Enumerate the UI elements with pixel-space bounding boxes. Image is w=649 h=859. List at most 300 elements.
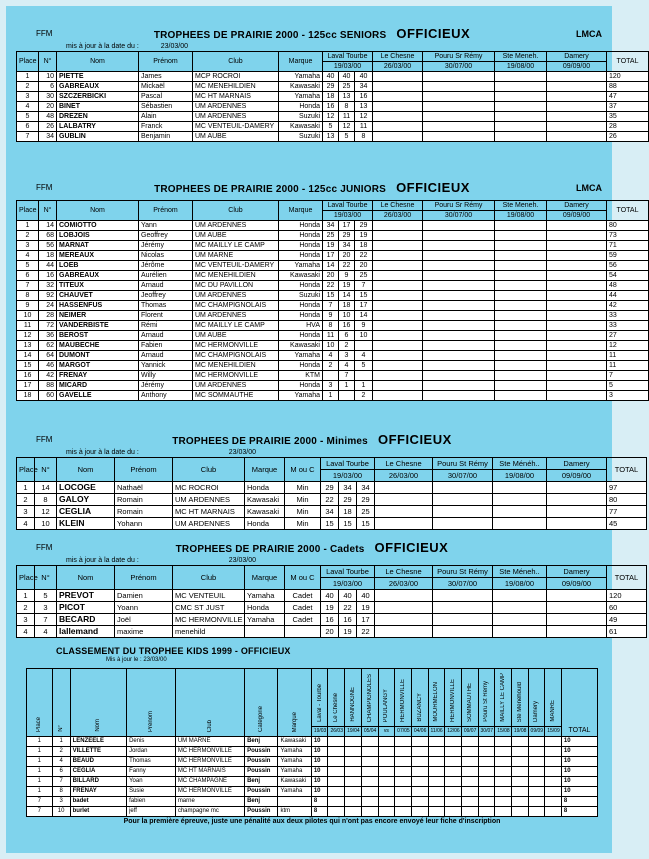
- score-cell: 10: [311, 747, 328, 757]
- empty-cell: [495, 271, 547, 281]
- score-cell: 25: [357, 506, 375, 518]
- total-cell: 10: [561, 747, 597, 757]
- empty-cell: [545, 777, 562, 787]
- place-cell: 7: [27, 807, 53, 817]
- empty-cell: [373, 281, 423, 291]
- place-cell: 6: [17, 122, 39, 132]
- empty-cell: [411, 757, 428, 767]
- race-date: 15/09: [545, 727, 562, 737]
- empty-cell: [511, 797, 528, 807]
- empty-cell: [461, 797, 478, 807]
- col-header: Le Chesne: [373, 201, 423, 211]
- empty-cell: [373, 351, 423, 361]
- rider-name: CHAUVET: [57, 291, 139, 301]
- empty-cell: [511, 777, 528, 787]
- brand-cell: Yamaha: [278, 767, 311, 777]
- empty-cell: [495, 231, 547, 241]
- col-header: Place: [17, 52, 39, 72]
- empty-cell: [361, 797, 378, 807]
- empty-cell: [511, 767, 528, 777]
- club-cell: MC HERMONVILLE: [175, 787, 244, 797]
- empty-cell: [547, 482, 607, 494]
- col-header: M ou C: [285, 566, 321, 590]
- club-cell: MC HERMONVILLE: [175, 757, 244, 767]
- brand-cell: Yamaha: [278, 757, 311, 767]
- rider-firstname: Denis: [127, 737, 176, 747]
- rider-name: badet: [70, 797, 126, 807]
- place-cell: 5: [17, 261, 39, 271]
- total-cell: 10: [561, 767, 597, 777]
- place-cell: 4: [17, 102, 39, 112]
- number-cell: 60: [39, 391, 57, 401]
- score-cell: 22: [339, 261, 355, 271]
- empty-cell: [361, 787, 378, 797]
- rider-name: BECARD: [57, 614, 115, 626]
- empty-cell: [395, 757, 412, 767]
- empty-cell: [461, 747, 478, 757]
- place-cell: 1: [17, 590, 35, 602]
- empty-cell: [373, 341, 423, 351]
- rider-firstname: Arnaud: [139, 351, 193, 361]
- number-cell: 3: [35, 602, 57, 614]
- place-cell: 13: [17, 341, 39, 351]
- table-row: [17, 482, 647, 494]
- score-cell: 20: [321, 626, 339, 638]
- race-date: 30/07: [478, 727, 495, 737]
- race-header: [528, 669, 545, 727]
- place-cell: 1: [27, 777, 53, 787]
- number-cell: 6: [39, 82, 57, 92]
- empty-cell: [478, 767, 495, 777]
- rider-name: LOCOGE: [57, 482, 115, 494]
- empty-cell: [461, 757, 478, 767]
- club-cell: MC VENTEUIL-DAMERY: [193, 122, 279, 132]
- place-cell: 2: [17, 602, 35, 614]
- club-cell: UM ARDENNES: [193, 221, 279, 231]
- race-date: 26/03/00: [375, 578, 433, 590]
- col-header-text: Catégorie: [258, 705, 265, 732]
- empty-cell: [411, 807, 428, 817]
- category-cell: Cadet: [285, 614, 321, 626]
- brand-cell: Yamaha: [245, 590, 285, 602]
- table-row: [17, 361, 649, 371]
- brand-cell: Kawasaki: [278, 777, 311, 787]
- score-cell: 22: [355, 251, 373, 261]
- club-cell: UM ARDENNES: [193, 311, 279, 321]
- col-header: Pouru St Rémy: [433, 566, 493, 578]
- empty-cell: [528, 807, 545, 817]
- number-cell: 48: [39, 112, 57, 122]
- table-row: [17, 311, 649, 321]
- race-date: 30/07/00: [423, 62, 495, 72]
- rider-firstname: jeff: [127, 807, 176, 817]
- empty-cell: [345, 767, 362, 777]
- score-cell: 19: [321, 602, 339, 614]
- score-cell: 15: [355, 291, 373, 301]
- total-cell: 44: [607, 291, 649, 301]
- score-cell: 22: [321, 494, 339, 506]
- score-cell: 40: [321, 590, 339, 602]
- rider-firstname: Franck: [139, 122, 193, 132]
- rider-name: BINET: [57, 102, 139, 112]
- number-cell: 62: [39, 341, 57, 351]
- empty-cell: [373, 331, 423, 341]
- place-cell: 15: [17, 361, 39, 371]
- col-header: Le Chesne: [375, 458, 433, 470]
- empty-cell: [547, 241, 607, 251]
- club-cell: MC MENEHILDIEN: [193, 361, 279, 371]
- race-header: [511, 669, 528, 727]
- empty-cell: [495, 341, 547, 351]
- number-cell: 72: [39, 321, 57, 331]
- race-date: 09/09/00: [547, 470, 607, 482]
- col-header: Damery: [547, 458, 607, 470]
- table-row: [17, 122, 649, 132]
- empty-cell: [428, 777, 445, 787]
- seniors-table: [16, 51, 649, 142]
- col-header: TOTAL: [607, 566, 647, 590]
- col-header: Pouru Sr Rémy: [423, 52, 495, 62]
- empty-cell: [495, 807, 512, 817]
- race-date: 30/07/00: [433, 578, 493, 590]
- category-cell: Poussin: [245, 807, 278, 817]
- empty-cell: [461, 787, 478, 797]
- rider-firstname: Jérôme: [139, 261, 193, 271]
- total-cell: 120: [607, 590, 647, 602]
- race-date: 19/03/00: [323, 62, 373, 72]
- number-cell: 64: [39, 351, 57, 361]
- number-cell: 3: [52, 797, 70, 807]
- number-cell: 44: [39, 261, 57, 271]
- place-cell: 3: [17, 92, 39, 102]
- table-row: [17, 291, 649, 301]
- empty-cell: [495, 371, 547, 381]
- total-cell: 71: [607, 241, 649, 251]
- empty-cell: [445, 747, 462, 757]
- col-header: Club: [173, 566, 245, 590]
- empty-cell: [328, 767, 345, 777]
- rider-name: BILLARD: [70, 777, 126, 787]
- score-cell: 34: [323, 221, 339, 231]
- empty-cell: [461, 737, 478, 747]
- rider-name: GABREAUX: [57, 82, 139, 92]
- table-row: [17, 102, 649, 112]
- table-row: [17, 92, 649, 102]
- empty-cell: [375, 518, 433, 530]
- table-row: [17, 494, 647, 506]
- empty-cell: [328, 777, 345, 787]
- empty-cell: [478, 797, 495, 807]
- col-header: Prénom: [139, 52, 193, 72]
- brand-cell: KTM: [279, 371, 323, 381]
- total-cell: 10: [561, 757, 597, 767]
- empty-cell: [373, 391, 423, 401]
- empty-cell: [361, 807, 378, 817]
- score-cell: 11: [339, 112, 355, 122]
- rider-name: MARGOT: [57, 361, 139, 371]
- empty-cell: [411, 737, 428, 747]
- score-cell: 15: [321, 518, 339, 530]
- number-cell: 46: [39, 361, 57, 371]
- table-row: [27, 787, 598, 797]
- rider-firstname: Alain: [139, 112, 193, 122]
- empty-cell: [423, 231, 495, 241]
- category-cell: Poussin: [245, 757, 278, 767]
- number-cell: 36: [39, 331, 57, 341]
- empty-cell: [328, 757, 345, 767]
- empty-cell: [373, 301, 423, 311]
- score-cell: 6: [339, 331, 355, 341]
- rider-firstname: James: [139, 72, 193, 82]
- total-cell: 10: [561, 737, 597, 747]
- race-date: 04/06: [411, 727, 428, 737]
- brand-cell: Suzuki: [279, 132, 323, 142]
- col-header: [70, 669, 126, 737]
- club-cell: UM MARNE: [193, 251, 279, 261]
- empty-cell: [495, 311, 547, 321]
- empty-cell: [547, 494, 607, 506]
- number-cell: 20: [39, 102, 57, 112]
- total-cell: 88: [607, 82, 649, 92]
- race-header-text: Damery: [533, 700, 540, 722]
- empty-cell: [361, 767, 378, 777]
- score-cell: 13: [339, 92, 355, 102]
- score-cell: 13: [355, 102, 373, 112]
- race-date: 26/03/00: [375, 470, 433, 482]
- empty-cell: [478, 777, 495, 787]
- race-date: 26/03: [328, 727, 345, 737]
- rider-firstname: Geoffrey: [139, 231, 193, 241]
- race-header: [495, 669, 512, 727]
- empty-cell: [495, 351, 547, 361]
- race-date: 19/08/00: [495, 62, 547, 72]
- minimes-table: [16, 457, 647, 530]
- empty-cell: [445, 777, 462, 787]
- rider-name: VILLETTE: [70, 747, 126, 757]
- rider-name: PICOT: [57, 602, 115, 614]
- rider-firstname: Mickaël: [139, 82, 193, 92]
- club-cell: MC ROCROI: [173, 482, 245, 494]
- score-cell: 14: [339, 291, 355, 301]
- brand-cell: Yamaha: [279, 261, 323, 271]
- col-header: Club: [173, 458, 245, 482]
- rider-firstname: Damien: [115, 590, 173, 602]
- cadets-table: [16, 565, 647, 638]
- empty-cell: [547, 301, 607, 311]
- total-cell: 37: [607, 102, 649, 112]
- empty-cell: [423, 92, 495, 102]
- number-cell: 88: [39, 381, 57, 391]
- number-cell: 56: [39, 241, 57, 251]
- brand-cell: Kawasaki: [279, 341, 323, 351]
- club-cell: UM AUBE: [193, 231, 279, 241]
- number-cell: 2: [52, 747, 70, 757]
- empty-cell: [545, 807, 562, 817]
- empty-cell: [423, 321, 495, 331]
- race-date: 09/09: [528, 727, 545, 737]
- empty-cell: [478, 807, 495, 817]
- place-cell: 7: [17, 281, 39, 291]
- score-cell: 40: [323, 72, 339, 82]
- rider-name: HASSENFUS: [57, 301, 139, 311]
- empty-cell: [328, 797, 345, 807]
- number-cell: 14: [35, 482, 57, 494]
- number-cell: 26: [39, 122, 57, 132]
- empty-cell: [495, 261, 547, 271]
- category-cell: Min: [285, 518, 321, 530]
- club-cell: UM ARDENNES: [193, 102, 279, 112]
- table-row: [17, 518, 647, 530]
- score-cell: 40: [357, 590, 375, 602]
- col-header-text: Marque: [291, 711, 298, 732]
- empty-cell: [547, 602, 607, 614]
- empty-cell: [373, 221, 423, 231]
- update-date-line: mis à jour à la date du : 23/03/00: [66, 449, 257, 456]
- score-cell: 29: [355, 221, 373, 231]
- rider-name: MICARD: [57, 381, 139, 391]
- total-cell: 5: [607, 381, 649, 391]
- ffm-label: FFM: [36, 29, 53, 38]
- empty-cell: [345, 757, 362, 767]
- empty-cell: [428, 807, 445, 817]
- total-cell: 56: [607, 261, 649, 271]
- empty-cell: [423, 132, 495, 142]
- race-date: 07/05: [395, 727, 412, 737]
- place-cell: 6: [17, 271, 39, 281]
- table-row: [17, 381, 649, 391]
- number-cell: 34: [39, 132, 57, 142]
- table-row: [17, 301, 649, 311]
- col-header: Pouru St Rémy: [433, 458, 493, 470]
- col-header: Laval Tourbe: [323, 52, 373, 62]
- score-cell: 18: [355, 241, 373, 251]
- score-cell: 18: [339, 301, 355, 311]
- col-header: Le Chesne: [373, 52, 423, 62]
- race-header: [545, 669, 562, 727]
- rider-firstname: Thomas: [127, 757, 176, 767]
- table-row: [27, 757, 598, 767]
- total-cell: 33: [607, 311, 649, 321]
- table-row: [27, 797, 598, 807]
- rider-firstname: Joël: [115, 614, 173, 626]
- empty-cell: [547, 82, 607, 92]
- empty-cell: [495, 737, 512, 747]
- number-cell: 42: [39, 371, 57, 381]
- rider-name: FRENAY: [70, 787, 126, 797]
- club-cell: MCP ROCROI: [193, 72, 279, 82]
- col-header: Prénom: [115, 458, 173, 482]
- table-row: [17, 251, 649, 261]
- empty-cell: [545, 757, 562, 767]
- empty-cell: [495, 787, 512, 797]
- race-date: vs: [378, 727, 395, 737]
- empty-cell: [423, 261, 495, 271]
- empty-cell: [547, 291, 607, 301]
- juniors-section: [16, 180, 639, 401]
- empty-cell: [445, 787, 462, 797]
- club-cell: MC HT MARNAIS: [193, 92, 279, 102]
- table-row: [17, 132, 649, 142]
- table-row: [17, 241, 649, 251]
- number-cell: 32: [39, 281, 57, 291]
- empty-cell: [423, 82, 495, 92]
- col-header: Ste Méneh..: [493, 566, 547, 578]
- empty-cell: [361, 777, 378, 787]
- race-date: 19/03/00: [321, 470, 375, 482]
- score-cell: 10: [311, 737, 328, 747]
- race-header: [378, 669, 395, 727]
- empty-cell: [433, 494, 493, 506]
- empty-cell: [423, 341, 495, 351]
- number-cell: 4: [35, 626, 57, 638]
- empty-cell: [495, 102, 547, 112]
- place-cell: 16: [17, 371, 39, 381]
- race-date: 19/04: [345, 727, 362, 737]
- score-cell: 19: [339, 281, 355, 291]
- place-cell: 3: [17, 614, 35, 626]
- lmca-label: LMCA: [576, 183, 602, 193]
- place-cell: 7: [27, 797, 53, 807]
- place-cell: 1: [27, 787, 53, 797]
- empty-cell: [445, 807, 462, 817]
- empty-cell: [378, 797, 395, 807]
- rider-firstname: Yann: [139, 221, 193, 231]
- score-cell: 20: [355, 261, 373, 271]
- place-cell: 2: [17, 82, 39, 92]
- col-header: Club: [193, 52, 279, 72]
- empty-cell: [423, 311, 495, 321]
- rider-firstname: Yannick: [139, 361, 193, 371]
- empty-cell: [495, 331, 547, 341]
- club-cell: MC MAILLY LE CAMP: [193, 241, 279, 251]
- col-header: Damery: [547, 201, 607, 211]
- empty-cell: [495, 757, 512, 767]
- total-header: TOTAL: [561, 669, 597, 737]
- empty-cell: [493, 518, 547, 530]
- empty-cell: [493, 590, 547, 602]
- score-cell: 22: [357, 626, 375, 638]
- rider-name: burlet: [70, 807, 126, 817]
- col-header: N°: [35, 458, 57, 482]
- empty-cell: [547, 261, 607, 271]
- race-header: [428, 669, 445, 727]
- score-cell: 29: [339, 494, 357, 506]
- empty-cell: [345, 747, 362, 757]
- score-cell: 29: [339, 231, 355, 241]
- total-cell: 97: [607, 482, 647, 494]
- category-cell: Poussin: [245, 767, 278, 777]
- rider-name: GAVELLE: [57, 391, 139, 401]
- empty-cell: [547, 321, 607, 331]
- rider-name: GUBLIN: [57, 132, 139, 142]
- ffm-label: FFM: [36, 543, 53, 552]
- score-cell: 5: [323, 122, 339, 132]
- rider-name: SZCZERBICKI: [57, 92, 139, 102]
- empty-cell: [378, 767, 395, 777]
- empty-cell: [423, 241, 495, 251]
- total-cell: 49: [607, 614, 647, 626]
- empty-cell: [373, 72, 423, 82]
- race-date: 09/09/00: [547, 578, 607, 590]
- total-cell: 80: [607, 494, 647, 506]
- number-cell: 68: [39, 231, 57, 241]
- rider-firstname: Arnaud: [139, 281, 193, 291]
- table-row: [17, 261, 649, 271]
- empty-cell: [528, 797, 545, 807]
- brand-cell: Honda: [279, 331, 323, 341]
- empty-cell: [547, 371, 607, 381]
- empty-cell: [493, 482, 547, 494]
